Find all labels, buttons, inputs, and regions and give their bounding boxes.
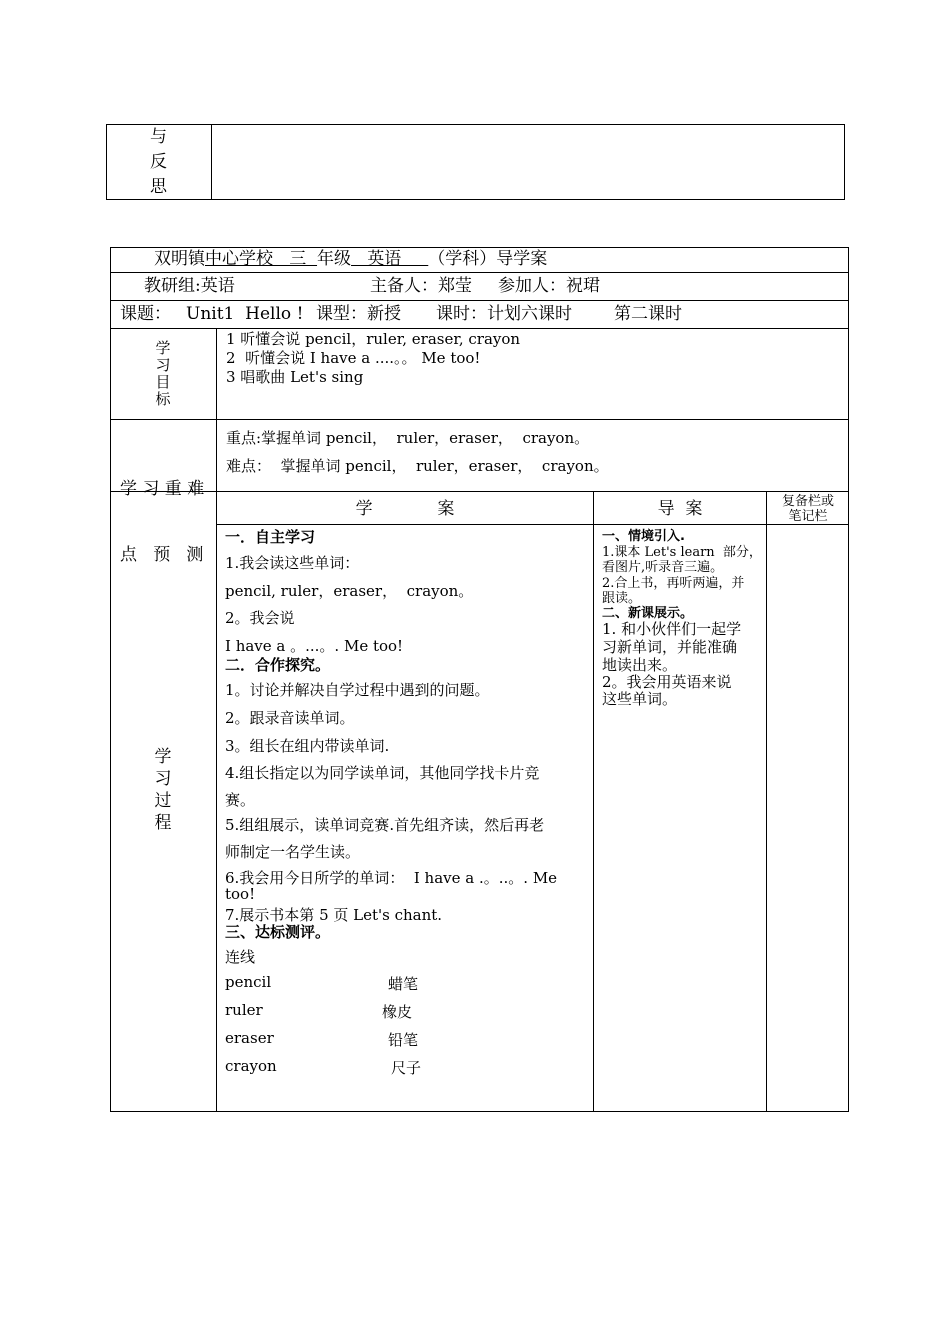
study-item: 1。讨论并解决自学过程中遇到的问题。 (225, 681, 490, 699)
participants: 参加人：祝珺 (498, 276, 600, 296)
guide-line: 1.课本 Let's learn 部分， (602, 545, 762, 560)
guide-line: 习新单词，并能准确 (602, 638, 738, 656)
subject-value: 英语 (351, 249, 429, 269)
objectives-char: 目 (155, 373, 171, 391)
study-item: too! (225, 885, 256, 903)
matching-zh: 铅笔 (388, 1031, 419, 1049)
guide-line: 2.合上书，再听两遍，并 (602, 576, 745, 591)
study-item: 5.组组展示，读单词竞赛.首先组齐读，然后再老 (225, 816, 545, 834)
reflection-label (106, 124, 211, 200)
school-name: 双明镇 (154, 249, 205, 269)
study-item: 6.我会用今日所学的单词： I have a .。..。. Me (225, 869, 558, 887)
objectives-label (110, 329, 216, 419)
reflection-char: 思 (150, 176, 167, 197)
study-item: pencil, ruler，eraser， crayon。 (225, 582, 474, 600)
reflection-divider (211, 124, 212, 200)
important-point: 重点:掌握单词 pencil， ruler，eraser， crayon。 (226, 429, 590, 447)
row-rule (110, 272, 849, 273)
section-title: 一．自主学习 (225, 528, 316, 546)
row-rule (110, 328, 849, 329)
lesson-type: 课型：新授 (316, 304, 401, 324)
study-item: 7.展示书本第 5 页 Let's chant. (225, 906, 443, 924)
study-item: 2。跟录音读单词。 (225, 709, 355, 727)
process-char: 过 (154, 791, 172, 811)
reflection-char: 反 (150, 151, 167, 172)
guide-section-title: 二、新课展示。 (602, 606, 694, 621)
matching-en: ruler (225, 1001, 263, 1019)
difficult-point: 难点： 掌握单词 pencil， ruler，eraser， crayon。 (226, 457, 609, 475)
objective-item: 2 听懂会说 I have a ....。。 Me too! (226, 349, 481, 367)
school-type: 中心学校 (205, 249, 273, 269)
guide-column-header: 导 案 (657, 499, 703, 519)
guide-line: 地读出来。 (602, 656, 678, 674)
objectives-char: 标 (155, 390, 171, 408)
guide-line: 跟读。 (602, 591, 642, 606)
notes-column-header (767, 494, 849, 524)
matching-en: crayon (225, 1057, 277, 1075)
objectives-char: 习 (155, 356, 171, 374)
col-rule (593, 491, 594, 1112)
study-column-header: 学 案 (355, 499, 455, 519)
process-char: 程 (154, 813, 172, 833)
row-rule (110, 300, 849, 301)
matching-intro: 连线 (225, 948, 256, 966)
keypoints-label-line: 学 习 重 难 (120, 479, 205, 499)
guide-line: 这些单词。 (602, 690, 678, 708)
topic-label: 课题： (120, 304, 171, 324)
main-preparer: 主备人：郑莹 (370, 276, 472, 296)
keypoints-label-line: 点 预 测 (120, 545, 204, 565)
research-group: 教研组:英语 (144, 276, 235, 296)
study-item: 1.我会读这些单词： (225, 554, 360, 572)
objectives-list (226, 330, 586, 387)
study-item: 4.组长指定以为同学读单词，其他同学找卡片竞 (225, 764, 540, 782)
objectives-char: 学 (155, 339, 171, 357)
study-item: 3。组长在组内带读单词. (225, 737, 390, 755)
study-item: 2。我会说 (225, 609, 295, 627)
guide-line: 2。我会用英语来说 (602, 673, 732, 691)
matching-en: eraser (225, 1029, 274, 1047)
col-rule (766, 491, 767, 1112)
notes-header-line: 复备栏或 (781, 494, 834, 509)
process-char: 习 (154, 769, 172, 789)
grade-word: 年级 (317, 249, 352, 269)
process-char: 学 (154, 747, 172, 767)
matching-zh: 尺子 (391, 1059, 422, 1077)
section-title: 三、达标测评。 (225, 923, 331, 941)
col-rule (216, 328, 217, 1112)
topic-value: Unit1 Hello ! (186, 304, 304, 324)
grade-value: 三 (273, 249, 318, 269)
guide-section-title: 一、情境引入. (602, 529, 685, 544)
reflection-table (106, 124, 845, 200)
process-label (110, 740, 216, 840)
current-hour: 第二课时 (614, 304, 682, 324)
doc-title: （学科）导学案 (428, 249, 548, 269)
guide-line: 1. 和小伙伴们一起学 (602, 620, 742, 638)
reflection-char: 与 (150, 126, 167, 147)
guide-line: 看图片,听录音三遍。 (602, 560, 724, 575)
study-content (225, 524, 587, 1104)
school-line (154, 248, 547, 272)
matching-en: pencil (225, 973, 272, 991)
study-item: I have a 。...。. Me too! (225, 637, 404, 655)
section-title: 二．合作探究。 (225, 656, 331, 674)
notes-header-line: 笔记栏 (788, 509, 828, 524)
objective-item: 1 听懂会说 pencil，ruler, eraser, crayon (226, 330, 521, 348)
row-rule (110, 491, 849, 492)
objective-item: 3 唱歌曲 Let's sing (226, 368, 364, 386)
study-item: 师制定一名学生读。 (225, 843, 361, 861)
row-rule (110, 419, 849, 420)
matching-zh: 橡皮 (382, 1003, 413, 1021)
keypoints-label (120, 434, 210, 588)
lesson-hours: 课时：计划六课时 (436, 304, 572, 324)
matching-zh: 蜡笔 (388, 975, 419, 993)
study-item: 赛。 (225, 791, 256, 809)
